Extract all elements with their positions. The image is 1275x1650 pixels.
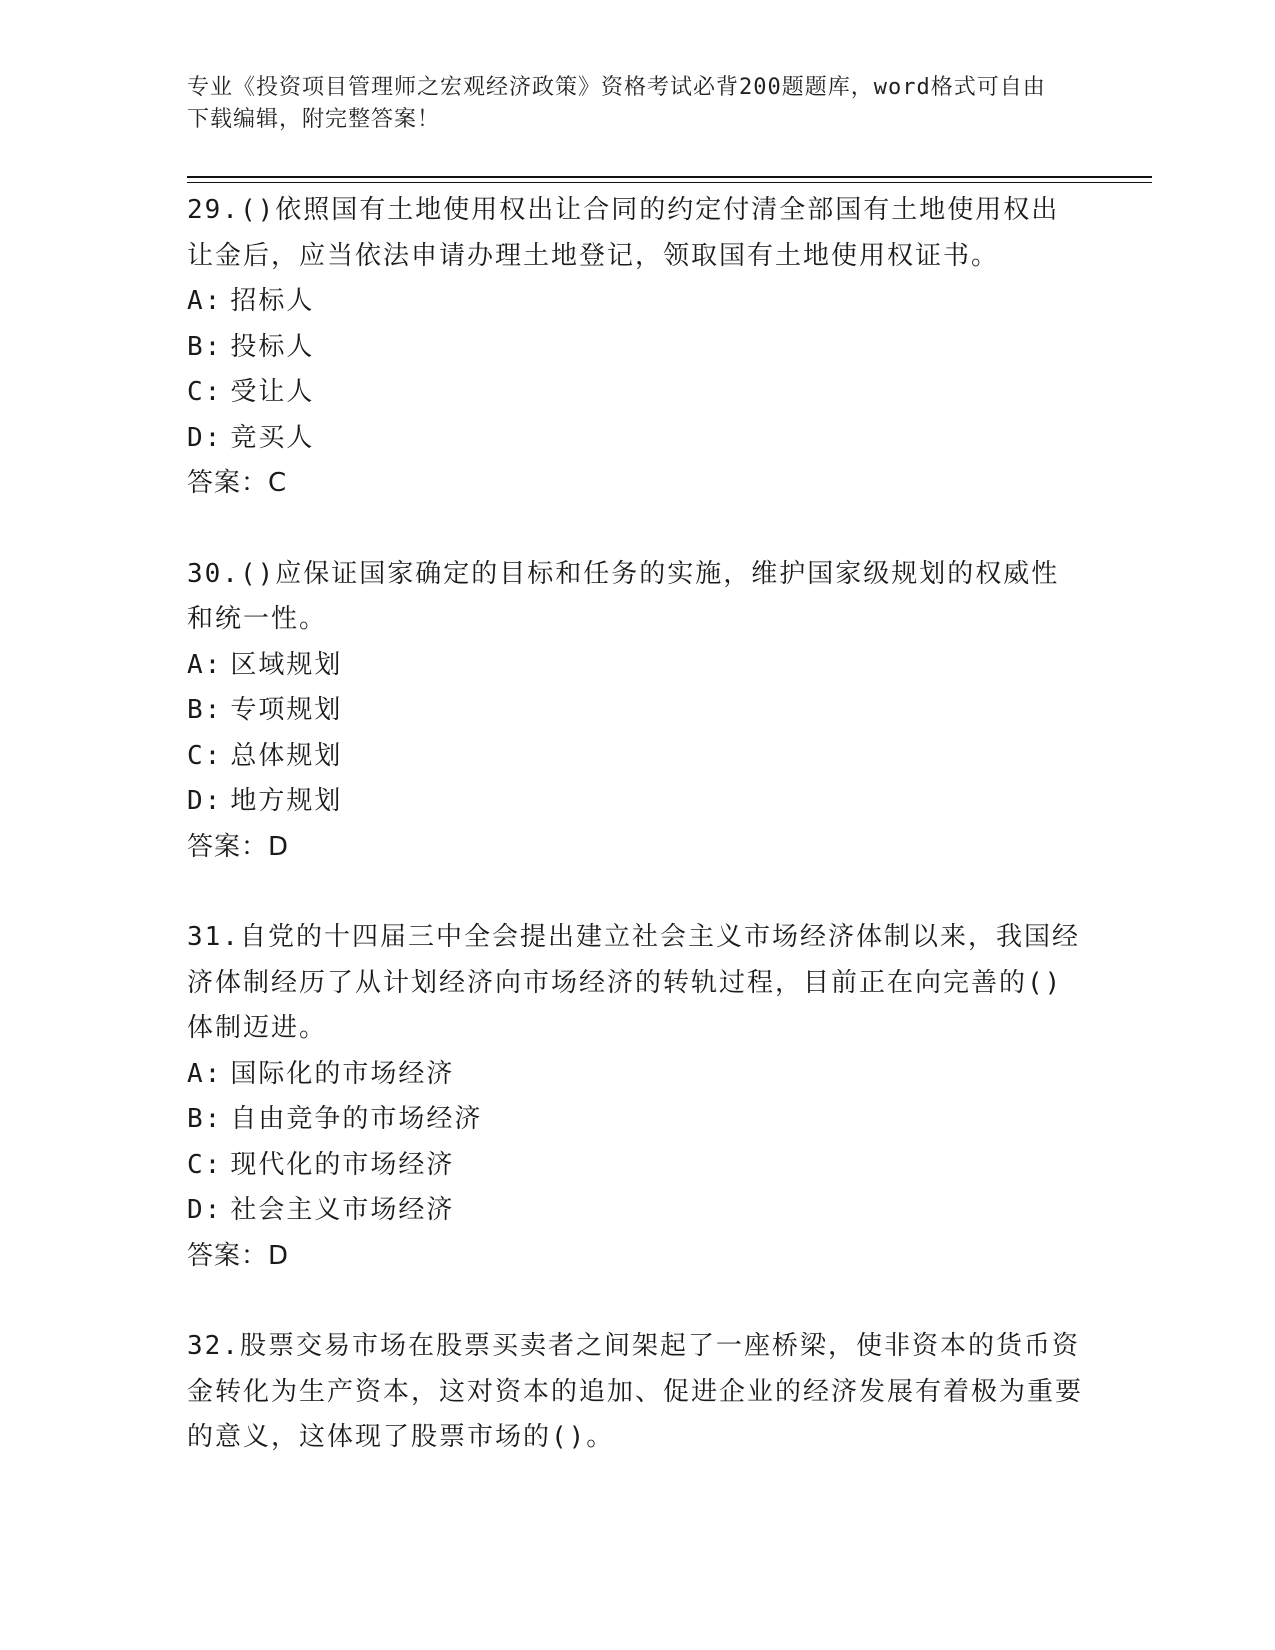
document-header: 专业《投资项目管理师之宏观经济政策》资格考试必背200题题库，word格式可自由下载编辑，附完整答案！	[187, 75, 1046, 132]
question-29	[187, 188, 1087, 507]
option-key: C:	[187, 740, 223, 771]
option-d	[187, 779, 1087, 825]
option-key: B:	[187, 1104, 223, 1134]
option-key: A:	[187, 649, 223, 680]
option-d	[187, 416, 1087, 462]
option-text: 专项规划	[230, 695, 343, 725]
option-key: D:	[187, 422, 223, 453]
answer-line: 答案：D	[187, 1240, 290, 1271]
answer-line: 答案：C	[187, 468, 288, 498]
question-stem: 30.()应保证国家确定的目标和任务的实施，维护国家级规划的权威性和统一性。	[187, 558, 1060, 634]
question-32	[187, 1324, 1087, 1461]
question-31	[187, 915, 1087, 1279]
question-30	[187, 552, 1087, 871]
option-text: 国际化的市场经济	[230, 1058, 455, 1089]
option-text: 自由竞争的市场经济	[230, 1104, 483, 1134]
question-stem: 32.股票交易市场在股票买卖者之间架起了一座桥梁，使非资本的货币资金转化为生产资本，这对资本的追加、促进企业的经济发展有着极为重要的意义，这体现了股票市场的()。	[187, 1331, 1084, 1452]
header-rule-thin	[187, 182, 1152, 183]
option-a	[187, 279, 1087, 325]
option-b	[187, 1097, 1087, 1143]
option-text: 招标人	[230, 286, 315, 316]
option-key: B:	[187, 695, 223, 725]
option-text: 现代化的市场经济	[230, 1149, 455, 1180]
option-text: 竞买人	[230, 422, 315, 453]
question-stem: 29.()依照国有土地使用权出让合同的约定付清全部国有土地使用权出让金后，应当依法申请办理土地登记，领取国有土地使用权证书。	[187, 195, 1060, 271]
option-text: 受让人	[230, 377, 315, 407]
option-key: C:	[187, 1149, 223, 1180]
option-d	[187, 1188, 1087, 1234]
question-stem: 31.自党的十四届三中全会提出建立社会主义市场经济体制以来，我国经济体制经历了从计划经济向市场经济的转轨过程，目前正在向完善的()体制迈进。	[187, 922, 1080, 1043]
option-text: 投标人	[230, 331, 315, 362]
option-key: B:	[187, 331, 223, 362]
option-a	[187, 1052, 1087, 1098]
question-list	[187, 188, 1087, 1506]
option-c	[187, 370, 1087, 416]
option-key: C:	[187, 377, 223, 407]
option-c	[187, 1143, 1087, 1189]
answer-line: 答案：D	[187, 831, 290, 862]
option-text: 区域规划	[230, 649, 343, 680]
option-key: A:	[187, 286, 223, 316]
header-rule-thick	[187, 176, 1152, 178]
option-text: 总体规划	[230, 740, 343, 771]
option-c	[187, 734, 1087, 780]
option-key: A:	[187, 1058, 223, 1089]
option-a	[187, 643, 1087, 689]
option-b	[187, 325, 1087, 371]
option-b	[187, 688, 1087, 734]
option-text: 地方规划	[230, 786, 343, 816]
option-text: 社会主义市场经济	[230, 1195, 455, 1225]
option-key: D:	[187, 1195, 223, 1225]
option-key: D:	[187, 786, 223, 816]
